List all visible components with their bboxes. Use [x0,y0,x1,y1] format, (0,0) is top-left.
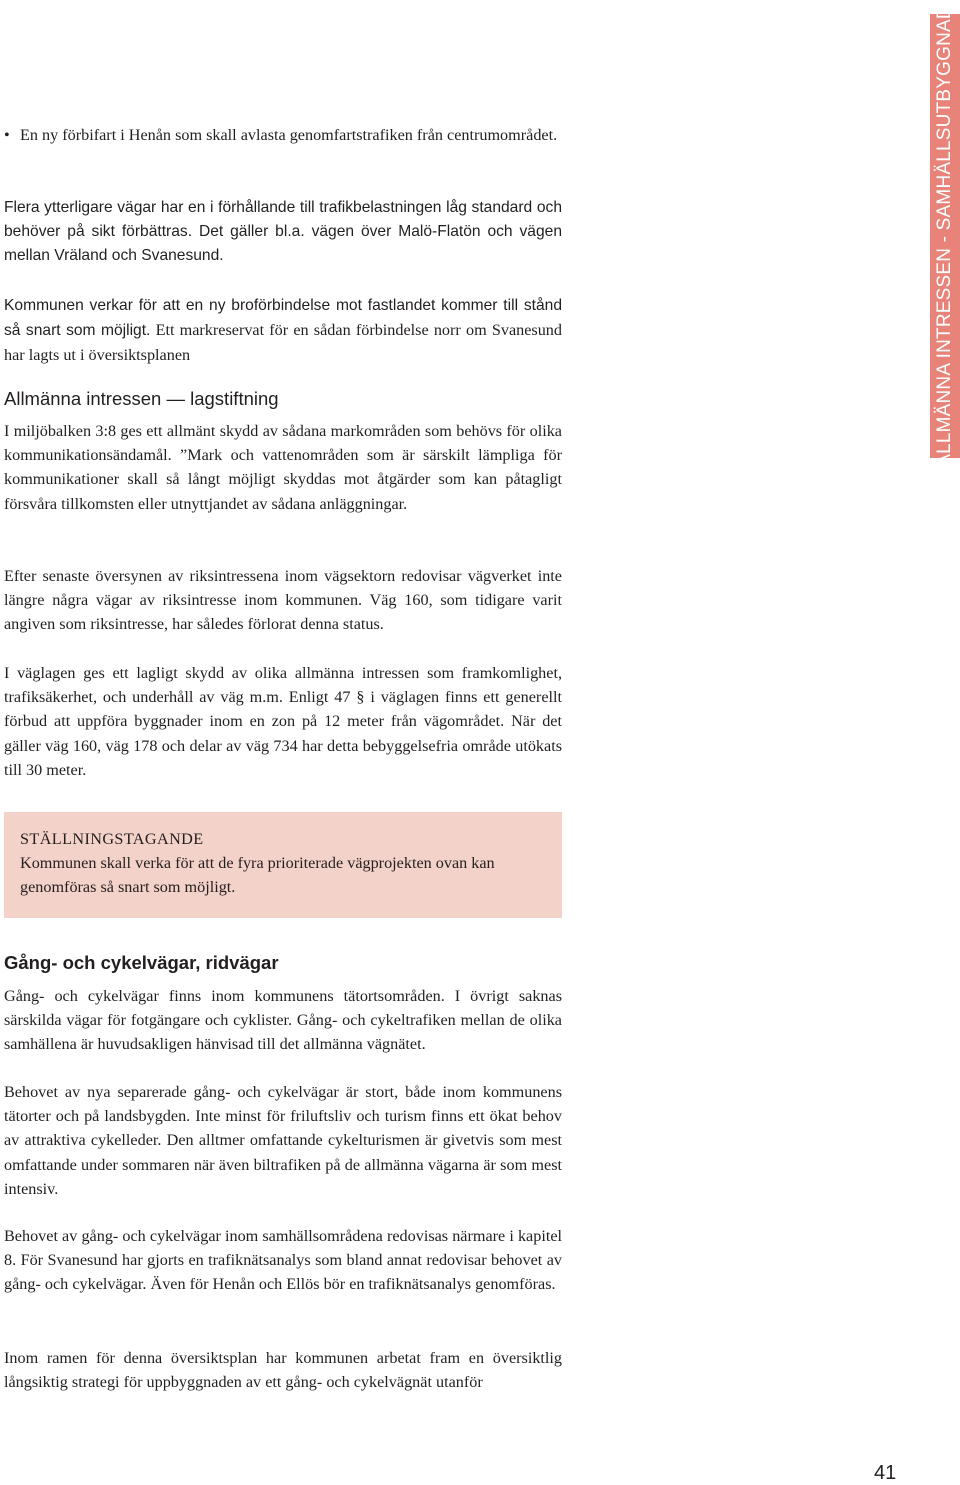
paragraph-cycle-2 [4,1080,562,1201]
bullet-item-bypass [4,123,562,147]
paragraph-vaglagen-text: I väglagen ges ett lagligt skydd av olika allmänna intressen som framkomlighet, trafiksäkerhet, och underhåll av väg m.m. Enligt 47 § i väglagen finns ett generellt förbud att uppföra byggnader inom en zon på 12 meter från vägområdet. När det gäller väg 160, väg 178 och delar av väg 734 har detta bebyggelsefria område utökats till 30 meter. [4,664,562,779]
bullet-list [4,123,562,147]
paragraph-bridge-text [4,293,562,368]
paragraph-vaglagen [4,661,562,782]
section-cycle [4,952,562,974]
paragraph-bridge-part-b: Ett markreservat för en sådan förbindelse norr om Svanesund har lagts ut i översiktsplanen [4,321,562,365]
stance-box [4,812,562,918]
stance-text: Kommunen skall verka för att de fyra prioriterade vägprojekten ovan kan genomföras så snart som möjligt. [20,854,495,897]
bullet-mark: • [4,126,10,144]
paragraph-cycle-1 [4,984,562,1057]
page-number: 41 [874,1462,897,1484]
paragraph-riksintresse-text: Efter senaste översynen av riksintressena inom vägsektorn redovisar vägverket inte längre några vägar av riksintresse inom kommunen. Väg 160, som tidigare varit angiven som riksintresse, har således förlorat denna status. [4,567,562,634]
paragraph-cycle-3-text: Behovet av gång- och cykelvägar inom samhällsområdena redovisas närmare i kapitel 8. För Svanesund har gjorts en trafiknätsanalys som bland annat redovisar behovet av gång- och cykelvägar. Även för Henån och Ellös bör en trafiknätsanalys genomföras. [4,1227,562,1294]
stance-title: STÄLLNINGSTAGANDE [20,830,204,848]
paragraph-cycle-4-text: Inom ramen för denna översiktsplan har kommunen arbetat fram en översiktlig långsiktig strategi för uppbyggnaden av ett gång- och cykelvägnät utanför [4,1349,562,1392]
paragraph-cycle-3 [4,1224,562,1297]
paragraph-cycle-4 [4,1346,562,1394]
paragraph-roads-text: Flera ytterligare vägar har en i förhållande till trafikbelastningen låg standard och behöver på sikt förbättras. Det gäller bl.a. vägen över Malö-Flatön och vägen mellan Vräland och Svanesund. [4,199,562,265]
side-chapter-label: ALLMÄNNA INTRESSEN - SAMHÄLLSUTBYGGNAD [934,5,955,467]
paragraph-roads [4,196,562,269]
paragraph-bridge-part-a: Kommunen verkar för att en ny broförbindelse mot fastlandet kommer till stånd så snart som möjligt. [4,297,562,340]
section-legislation [4,388,562,410]
bullet-text: En ny förbifart i Henån som skall avlasta genomfartstrafiken från centrumområdet. [20,126,558,144]
paragraph-legislation-text: I miljöbalken 3:8 ges ett allmänt skydd av sådana markområden som behövs för olika kommunikationsändamål. ”Mark och vattenområden som är särskilt lämpliga för kommunikationer skall så långt möjligt skyddas mot åtgärder som kan påtagligt försvåra tillkomsten eller utnyttjandet av sådana anläggningar. [4,422,562,513]
paragraph-cycle-1-text: Gång- och cykelvägar finns inom kommunens tätortsområden. I övrigt saknas särskilda vägar för fotgängare och cyklister. Gång- och cykeltrafiken mellan de olika samhällena är huvudsakligen hänvisad till det allmänna vägnätet. [4,987,562,1054]
side-chapter-tab [930,5,960,467]
paragraph-bridge [4,293,562,368]
section-heading-legislation: Allmänna intressen — lagstiftning [4,388,279,409]
paragraph-riksintresse [4,564,562,637]
paragraph-cycle-2-text: Behovet av nya separerade gång- och cykelvägar är stort, både inom kommunens tätorter och på landsbygden. Inte minst för friluftsliv och turism finns ett ökat behov av attraktiva cykelleder. Den alltmer omfattande cykelturismen är givetvis som mest omfattande under sommaren när även biltrafiken på de allmänna vägarna är som mest intensiv. [4,1083,562,1198]
paragraph-legislation [4,419,562,516]
section-heading-cycle: Gång- och cykelvägar, ridvägar [4,952,279,973]
